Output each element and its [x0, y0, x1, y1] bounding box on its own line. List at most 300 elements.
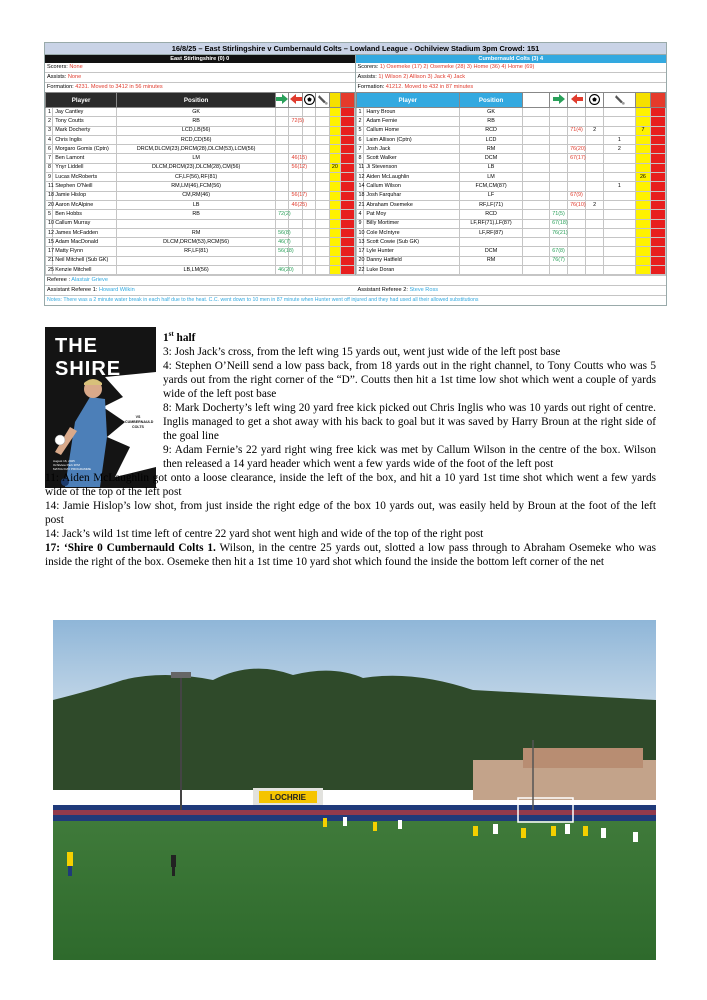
cell-off: 72(5): [289, 117, 302, 126]
cell-assist: [316, 163, 329, 172]
table-row: [46, 228, 355, 237]
cell-goal: [586, 108, 604, 117]
table-row: [46, 163, 355, 172]
cell-red: [651, 154, 666, 163]
report-event: 14: Jamie Hislop’s low shot, from just inside the right edge of the box 10 yards out, was easily held by Broun at the foot of the left post: [45, 500, 656, 526]
cell-on: [276, 117, 289, 126]
cell-on: 67(8): [550, 247, 568, 256]
cell-no: 13: [356, 238, 364, 247]
cell-name: Scott Walker: [364, 154, 460, 163]
table-row: [46, 154, 355, 163]
cell-assist: [604, 228, 636, 237]
table-row: [356, 219, 666, 228]
cell-yel: [329, 154, 340, 163]
cell-goal: [302, 108, 315, 117]
cell-no: 3: [46, 126, 53, 135]
assist-boot-icon: [604, 93, 636, 108]
table-row: [46, 135, 355, 144]
cell-yel: [635, 256, 651, 265]
cell-goal: [586, 117, 604, 126]
cell-on: [550, 154, 568, 163]
cell-off: 56(12): [289, 163, 302, 172]
programme-title: THE SHIRE: [55, 335, 122, 380]
cell-red: [341, 135, 354, 144]
red-card-icon: [341, 93, 354, 108]
cell-yel: [329, 228, 340, 237]
cell-assist: [604, 219, 636, 228]
cell-name: Mark Docherty: [53, 126, 117, 135]
cell-name: Adam Fernie: [364, 117, 460, 126]
cell-pos: DRCM,DLCM(23),DRCM(28),DLCM(53),LCM(56): [117, 145, 276, 154]
cell-off: 46(25): [289, 200, 302, 209]
cell-pos: FCM,CM(87): [460, 182, 523, 191]
cell-red: [651, 182, 666, 191]
cell-name: Josh Farquhar: [364, 191, 460, 200]
table-row: [356, 145, 666, 154]
cell-off: [289, 219, 302, 228]
sub-off-icon: [568, 93, 586, 108]
cell-off: 67(9): [568, 191, 586, 200]
cell-red: [341, 182, 354, 191]
cell-pos: CF,LF(56),RF(81): [117, 173, 276, 182]
cell-red: [651, 228, 666, 237]
table-row: [46, 182, 355, 191]
cell-no: 20: [46, 200, 53, 209]
cell-on: [550, 145, 568, 154]
cell-goal: [302, 228, 315, 237]
cell-assist: 1: [604, 135, 636, 144]
cell-red: [651, 135, 666, 144]
report-event: 9: Adam Fernie’s 22 yard right wing free kick was met by Callum Wilson in the centre of the box. Wilson then released a 14 yard header which went a few yards wide of the foot of the left post: [163, 444, 656, 470]
cell-on: [550, 108, 568, 117]
cell-on: [276, 145, 289, 154]
cell-on: [550, 266, 568, 275]
cell-off: 76(20): [568, 145, 586, 154]
cell-no: 12: [46, 228, 53, 237]
cell-yel: [329, 117, 340, 126]
cell-assist: [316, 191, 329, 200]
cell-name: Ji Stevenson: [364, 163, 460, 172]
cell-no: 18: [356, 191, 364, 200]
table-row: [46, 173, 355, 182]
cell-red: [341, 163, 354, 172]
cell-yel: [329, 256, 340, 265]
cell-goal: [586, 256, 604, 265]
table-row: [46, 256, 355, 265]
cell-name: Jay Cantley: [53, 108, 117, 117]
cell-goal: [302, 256, 315, 265]
cell-yel: [635, 200, 651, 209]
cell-name: Scott Cowie (Sub GK): [364, 238, 460, 247]
cell-no: 18: [46, 191, 53, 200]
cell-red: [651, 108, 666, 117]
away-team-header: Cumbernauld Colts (3) 4: [356, 55, 667, 63]
table-row: [46, 247, 355, 256]
cell-on: [550, 173, 568, 182]
cell-goal: [586, 163, 604, 172]
cell-goal: [302, 182, 315, 191]
cell-assist: [604, 108, 636, 117]
cell-goal: [302, 145, 315, 154]
cell-pos: [117, 219, 276, 228]
cell-name: Lucas McRoberts: [53, 173, 117, 182]
cell-red: [651, 126, 666, 135]
cell-pos: RF,LF(71): [460, 200, 523, 209]
cell-yel: 7: [635, 126, 651, 135]
cell-off: [568, 228, 586, 237]
cell-red: [341, 154, 354, 163]
programme-opponent: VS CUMBERNAULD COLTS: [125, 415, 154, 429]
programme-cover: [45, 327, 156, 488]
cell-on: [276, 256, 289, 265]
cell-goal: 2: [586, 126, 604, 135]
cell-name: Ynyr Liddell: [53, 163, 117, 172]
table-row: [356, 228, 666, 237]
cell-yel: [635, 135, 651, 144]
cell-name: Luke Doran: [364, 266, 460, 275]
cell-on: 46(7): [276, 238, 289, 247]
cell-no: 17: [356, 247, 364, 256]
cell-off: 56(17): [289, 191, 302, 200]
cell-red: [341, 200, 354, 209]
cell-name: Callum Wilson: [364, 182, 460, 191]
cell-yel: [329, 200, 340, 209]
cell-name: Matty Flynn: [53, 247, 117, 256]
position-col-header: Position: [460, 93, 523, 108]
cell-yel: [329, 126, 340, 135]
cell-name: Neil Mitchell (Sub GK): [53, 256, 117, 265]
cell-goal: [586, 182, 604, 191]
cell-name: Morgaro Gomis (Cptn): [53, 145, 117, 154]
cell-on: 76(7): [550, 256, 568, 265]
cell-assist: [604, 266, 636, 275]
cell-off: 76(10): [568, 200, 586, 209]
cell-assist: [316, 126, 329, 135]
cell-yel: 26: [635, 173, 651, 182]
table-row: [46, 219, 355, 228]
cell-goal: [302, 173, 315, 182]
cell-pos: DCM: [460, 247, 523, 256]
cell-red: [341, 173, 354, 182]
cell-pos: LCD,LB(56): [117, 126, 276, 135]
cell-assist: [316, 228, 329, 237]
cell-assist: [316, 238, 329, 247]
cell-pos: LB,LM(56): [117, 266, 276, 275]
table-row: [46, 108, 355, 117]
cell-pos: RCD: [460, 210, 523, 219]
team-sheet: 16/8/25 – East Stirlingshire v Cumbernauld Colts – Lowland League - Ochilview Stadium 3pm Crowd: 151 East Stirlingshire (0) 0 Scorers: None Assists: None Formation: 4231. Moved to 3412 in 56 minutes Cumbernauld Colts (3) 4 Scorers: 1) Osemeke (17) 2) Osemeke (28) 3) Home (36) 4) Home (69) Assists: 1) Wilson 2) Allison 3) Jack 4) Jack Formation: 41212. Moved to 432 in 87 minutes Player Position 1 Jay Cantley GK 2 Tony Coutts RB 72(5) 3 Mark Docherty LCD,LB(56) 4 Chris Inglis RCD,CD(56) 6 Morgaro Gomis (Cptn) DRCM,DLCM(23),DRCM(28),DLCM(53),LCM(56) 7 Ben Lamont LM 46(15) 8 Ynyr Liddell DLCM,DRCM(23),DLCM(28),CM(56) 56(12) 20 9 Lucas McRoberts CF,LF(56),RF(81) 11 Stephen O'Neill RM,LM(46),FCM(56) 18 Jamie Hislop CM,RM(46) 56(17) 20 Aaron McAlpine LB 46(25) 5 Ben Hobbs RB 72(2) 10 Callum Murray 12 James McFadden RM 56(8) 15 Adam MacDonald DLCM,DRCM(53),RCM(56) 46(7) 17 Matty Flynn RF,LF(81) 56(18) 21 Neil Mitchell (Sub GK) 25 Kenzie Mitchell LB,LM(56) 46(20) Player Position 1 Harry Broun GK 2 Adam Fernie RB 5 Callum Home RCD 71(4) 2 7 6 Laim Allison (Cptn) LCD 1 7 Josh Jack RM 76(20) 2 8 Scott Walker DCM 67(17) 11 Ji Stevenson LB 12 Aiden McLaughlin LM 26 14 Callum Wilson FCM,CM(87) 1 18 Josh Farquhar LF 67(9) 21 Abraham Osemeke RF,LF(71) 76(10) 2 4 Pat Moy RCD 71(5) 9 Billy Mortimer LF,RF(71),LF(87) 67(18) 10 Cole McIntyre LF,RF(87) 76(21) 13 Scott Cowie (Sub GK) 17 Lyle Hunter DCM 67(8) 20 Danny Hatfield RM 76(7) 22 Luke Doran Referee : Alastair Grieve Assistant Referee 1: Howard Wilkin Assistant Referee 2: Steve Ross Notes: There was a 2 minute water break in each half due to the heat. C.C. went down to 10 men in 87 minute when Hunter went off injured and they had used all their allowed substitutions: [44, 42, 667, 306]
cell-yel: [329, 238, 340, 247]
cell-goal: [586, 145, 604, 154]
cell-red: [341, 238, 354, 247]
cell-no: 11: [356, 163, 364, 172]
cell-off: [568, 238, 586, 247]
cell-assist: [316, 173, 329, 182]
programme-details: August 16, 2025 Ochilview Park 3PM MATCH DAY PROGRAMME: [53, 459, 92, 471]
cell-assist: 1: [604, 182, 636, 191]
match-notes: Notes: There was a 2 minute water break in each half due to the heat. C.C. went down to 10 men in 87 minute when Hunter went off injured and they had used all their allowed substitutions: [45, 295, 666, 305]
cell-on: [550, 182, 568, 191]
cell-on: 56(18): [276, 247, 289, 256]
cell-on: 56(8): [276, 228, 289, 237]
cell-pos: RCD,CD(56): [117, 135, 276, 144]
referee-name: Alastair Grieve: [71, 277, 108, 284]
cell-yel: [329, 145, 340, 154]
cell-assist: [316, 154, 329, 163]
cell-no: 17: [46, 247, 53, 256]
cell-name: Ben Hobbs: [53, 210, 117, 219]
table-row: [356, 163, 666, 172]
cell-pos: LF,RF(71),LF(87): [460, 219, 523, 228]
stadium-photo: [53, 620, 656, 960]
table-row: [46, 117, 355, 126]
cell-goal: [302, 126, 315, 135]
report-event-goal: 17: ‘Shire 0 Cumbernauld Colts 1. Wilson, in the centre 25 yards out, slotted a low pass through to Abraham Osemeke who was inside the right of the box. Osemeke then hit a 1st time 10 yard shot which found the inside the bottom left corner of the net: [45, 542, 657, 568]
cell-assist: [604, 173, 636, 182]
cell-name: Adam MacDonald: [53, 238, 117, 247]
cell-yel: [329, 135, 340, 144]
cell-yel: [329, 182, 340, 191]
table-row: [356, 266, 666, 275]
cell-red: [341, 256, 354, 265]
cell-name: Lyle Hunter: [364, 247, 460, 256]
cell-yel: [635, 247, 651, 256]
cell-goal: [586, 191, 604, 200]
cell-red: [341, 191, 354, 200]
cell-off: [568, 117, 586, 126]
cell-pos: LM: [117, 154, 276, 163]
cell-red: [651, 219, 666, 228]
table-row: [46, 200, 355, 209]
cell-yel: 20: [329, 163, 340, 172]
cell-yel: [635, 108, 651, 117]
cell-off: 46(15): [289, 154, 302, 163]
cell-on: [276, 163, 289, 172]
cell-pos: [117, 256, 276, 265]
table-row: [46, 210, 355, 219]
player-col-header: Player: [356, 93, 460, 108]
cell-yel: [635, 228, 651, 237]
cell-pos: GK: [117, 108, 276, 117]
cell-pos: RB: [117, 117, 276, 126]
cell-no: 8: [356, 154, 364, 163]
away-scorers: 1) Osemeke (17) 2) Osemeke (28) 3) Home (36) 4) Home (69): [379, 64, 535, 70]
yellow-card-icon: [635, 93, 651, 108]
cell-goal: 2: [586, 200, 604, 209]
cell-assist: [316, 117, 329, 126]
cell-off: [568, 266, 586, 275]
table-row: [356, 108, 666, 117]
cell-pos: CM,RM(46): [117, 191, 276, 200]
cell-off: [289, 182, 302, 191]
cell-no: 21: [356, 200, 364, 209]
cell-goal: [586, 247, 604, 256]
cell-on: [550, 200, 568, 209]
cell-yel: [329, 108, 340, 117]
cell-no: 2: [356, 117, 364, 126]
cell-name: James McFadden: [53, 228, 117, 237]
away-formation: 41212. Moved to 432 in 87 minutes: [385, 84, 474, 90]
cell-goal: [302, 117, 315, 126]
cell-assist: [604, 200, 636, 209]
cell-no: 4: [46, 135, 53, 144]
position-col-header: Position: [117, 93, 276, 108]
table-row: [356, 173, 666, 182]
table-row: [356, 135, 666, 144]
cell-name: Josh Jack: [364, 145, 460, 154]
cell-on: [276, 200, 289, 209]
cell-assist: [316, 210, 329, 219]
cell-name: Callum Murray: [53, 219, 117, 228]
cell-assist: [604, 256, 636, 265]
cell-no: 2: [46, 117, 53, 126]
cell-name: Danny Hatfield: [364, 256, 460, 265]
cell-on: 76(21): [550, 228, 568, 237]
cell-assist: [604, 126, 636, 135]
cell-pos: DCM: [460, 154, 523, 163]
goal-ball-icon: [586, 93, 604, 108]
cell-yel: [635, 210, 651, 219]
cell-no: 1: [356, 108, 364, 117]
cell-on: [276, 173, 289, 182]
cell-red: [341, 210, 354, 219]
cell-goal: [302, 247, 315, 256]
cell-assist: [316, 200, 329, 209]
cell-name: Ben Lamont: [53, 154, 117, 163]
cell-yel: [635, 117, 651, 126]
table-row: [356, 154, 666, 163]
cell-red: [341, 228, 354, 237]
home-lineup-table: [45, 92, 355, 275]
cell-red: [341, 108, 354, 117]
cell-name: Callum Home: [364, 126, 460, 135]
table-row: [46, 191, 355, 200]
cell-name: Tony Coutts: [53, 117, 117, 126]
cell-off: [289, 256, 302, 265]
cell-on: 67(18): [550, 219, 568, 228]
report-event: 8: Mark Docherty’s left wing 20 yard free kick picked out Chris Inglis who was 10 yards out right of centre. Inglis managed to get a shot away with his back to goal but it was saved by Harry Broun at the right side of the goal line: [163, 402, 656, 442]
table-row: [356, 191, 666, 200]
cell-on: [550, 117, 568, 126]
cell-pos: RF,LF(81): [117, 247, 276, 256]
table-row: [46, 126, 355, 135]
cell-red: [341, 247, 354, 256]
cell-assist: [604, 191, 636, 200]
report-event: 11: Aiden McLaughlin got onto a loose clearance, inside the left of the box, and hit a 10 yard 1st time shot which went a few yards wide of the top of the left post: [45, 472, 656, 498]
cell-red: [651, 145, 666, 154]
cell-no: 20: [356, 256, 364, 265]
cell-red: [651, 191, 666, 200]
cell-pos: RB: [460, 117, 523, 126]
cell-on: 46(20): [276, 266, 289, 275]
away-assists: 1) Wilson 2) Allison 3) Jack 4) Jack: [378, 74, 466, 80]
cell-pos: RB: [117, 210, 276, 219]
report-event: 4: Stephen O’Neill send a low pass back, from 18 yards out in the right channel, to Tony Coutts who was 5 yards out from the right corner of the “D”. Coutts then hit a 1st time low shot which went a couple of yards wide of the left post base: [163, 360, 656, 400]
cell-assist: [604, 117, 636, 126]
cell-no: 6: [46, 145, 53, 154]
cell-pos: RM: [460, 145, 523, 154]
cell-name: Aiden McLaughlin: [364, 173, 460, 182]
cell-off: [568, 163, 586, 172]
table-row: [356, 117, 666, 126]
cell-goal: [586, 266, 604, 275]
cell-pos: [460, 266, 523, 275]
cell-on: 72(2): [276, 210, 289, 219]
cell-no: 7: [46, 154, 53, 163]
cell-red: [651, 117, 666, 126]
cell-assist: [604, 238, 636, 247]
cell-red: [651, 238, 666, 247]
cell-yel: [329, 173, 340, 182]
cell-pos: LB: [117, 200, 276, 209]
away-lineup-table: [356, 92, 667, 275]
cell-no: 10: [356, 228, 364, 237]
cell-red: [651, 266, 666, 275]
cell-on: [276, 108, 289, 117]
report-event: 14: Jack’s wild 1st time left of centre 22 yard shot went high and wide of the top of the right post: [45, 528, 484, 540]
cell-pos: RM: [117, 228, 276, 237]
table-row: [356, 238, 666, 247]
home-scorers: None: [69, 64, 83, 70]
cell-goal: [302, 210, 315, 219]
red-card-icon: [651, 93, 666, 108]
cell-yel: [329, 247, 340, 256]
cell-no: 8: [46, 163, 53, 172]
cell-name: Kenzie Mitchell: [53, 266, 117, 275]
table-row: [356, 182, 666, 191]
cell-pos: RCD: [460, 126, 523, 135]
cell-on: [276, 182, 289, 191]
cell-name: Cole McIntyre: [364, 228, 460, 237]
cell-no: 7: [356, 145, 364, 154]
cell-yel: [635, 219, 651, 228]
cell-on: [276, 191, 289, 200]
half-heading: 1st half: [163, 330, 196, 344]
cell-yel: [329, 219, 340, 228]
cell-no: 10: [46, 219, 53, 228]
cell-off: [568, 256, 586, 265]
cell-assist: [604, 210, 636, 219]
cell-red: [341, 219, 354, 228]
cell-name: Pat Moy: [364, 210, 460, 219]
cell-no: 15: [46, 238, 53, 247]
cell-red: [341, 117, 354, 126]
cell-goal: [586, 228, 604, 237]
cell-pos: RM: [460, 256, 523, 265]
cell-goal: [586, 173, 604, 182]
sub-on-icon: [550, 93, 568, 108]
cell-yel: [329, 210, 340, 219]
table-row: [356, 256, 666, 265]
cell-pos: LF: [460, 191, 523, 200]
ar1-name: Howard Wilkin: [98, 287, 135, 294]
cell-assist: [604, 163, 636, 172]
cell-pos: LM: [460, 173, 523, 182]
cell-no: 11: [46, 182, 53, 191]
cell-yel: [635, 238, 651, 247]
cell-name: Aaron McAlpine: [53, 200, 117, 209]
cell-red: [651, 200, 666, 209]
cell-name: Harry Broun: [364, 108, 460, 117]
yellow-card-icon: [329, 93, 340, 108]
cell-yel: [635, 182, 651, 191]
cell-assist: [316, 219, 329, 228]
cell-on: [276, 126, 289, 135]
cell-name: Jamie Hislop: [53, 191, 117, 200]
cell-assist: [316, 247, 329, 256]
cell-no: 25: [46, 266, 53, 275]
cell-off: [568, 247, 586, 256]
